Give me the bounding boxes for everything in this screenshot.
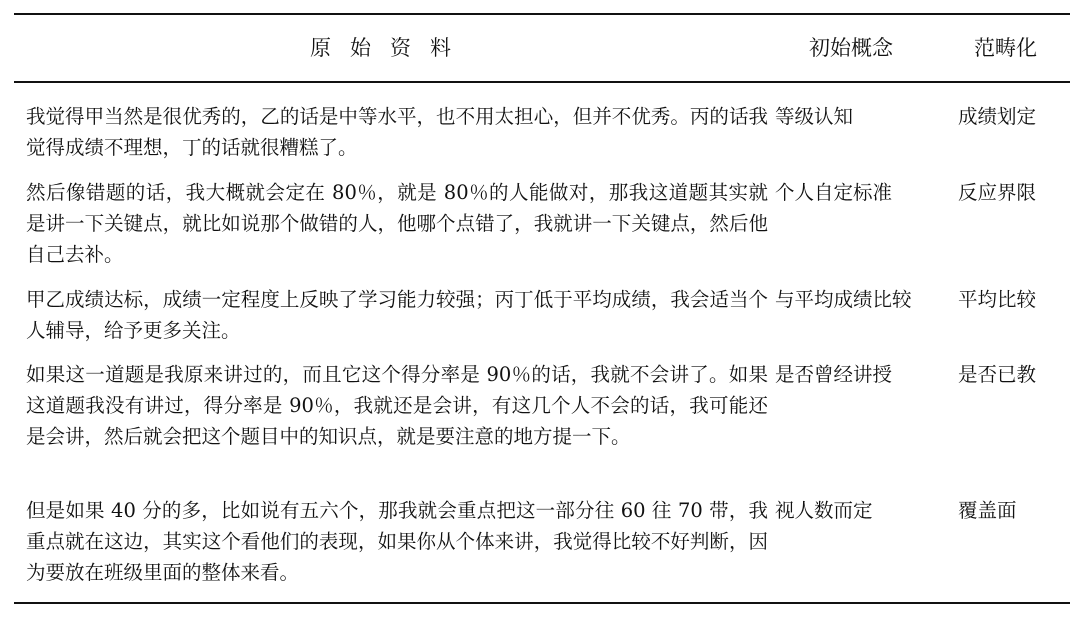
category-cell: 是否已教 <box>958 362 1037 386</box>
concept-cell: 个人自定标准 <box>775 180 893 204</box>
concept-cell: 视人数而定 <box>775 498 873 522</box>
data-table <box>14 13 1070 604</box>
table-body <box>14 83 1070 602</box>
source-cell: 然后像错题的话，我大概就会定在 80％，就是 80％的人能做对，那我这道题其实就是讲一下关键点，就比如说那个做错的人，他哪个点错了，我就讲一下关键点，然后他自己去补。 <box>26 180 768 266</box>
source-cell: 如果这一道题是我原来讲过的，而且它这个得分率是 90％的话，我就不会讲了。如果这道题我没有讲过，得分率是 90％，我就还是会讲，有这几个人不会的话，我可能还是会讲，然后就会把这个题目中的知识点，就是要注意的地方提一下。 <box>26 362 768 448</box>
source-cell: 我觉得甲当然是很优秀的，乙的话是中等水平，也不用太担心，但并不优秀。丙的话我觉得成绩不理想，丁的话就很糟糕了。 <box>26 104 768 159</box>
source-cell: 但是如果 40 分的多，比如说有五六个，那我就会重点把这一部分往 60 往 70 带，我重点就在这边，其实这个看他们的表现，如果你从个体来讲，我觉得比较不好判断，因为要放在班级里面的整体来看。 <box>26 498 768 584</box>
header-initial-concept: 初始概念 <box>809 36 893 60</box>
table-bottom-rule <box>14 602 1070 604</box>
concept-cell: 是否曾经讲授 <box>775 362 893 386</box>
header-source: 原始资料 <box>310 36 470 60</box>
category-cell: 平均比较 <box>958 287 1037 311</box>
category-cell: 反应界限 <box>958 180 1037 204</box>
concept-cell: 等级认知 <box>775 104 854 128</box>
table-header <box>14 15 1070 81</box>
category-cell: 成绩划定 <box>958 104 1037 128</box>
concept-cell: 与平均成绩比较 <box>775 287 912 311</box>
category-cell: 覆盖面 <box>958 498 1017 522</box>
source-cell: 甲乙成绩达标，成绩一定程度上反映了学习能力较强；丙丁低于平均成绩，我会适当个人辅导，给予更多关注。 <box>26 287 768 342</box>
header-categorization: 范畴化 <box>974 36 1037 60</box>
